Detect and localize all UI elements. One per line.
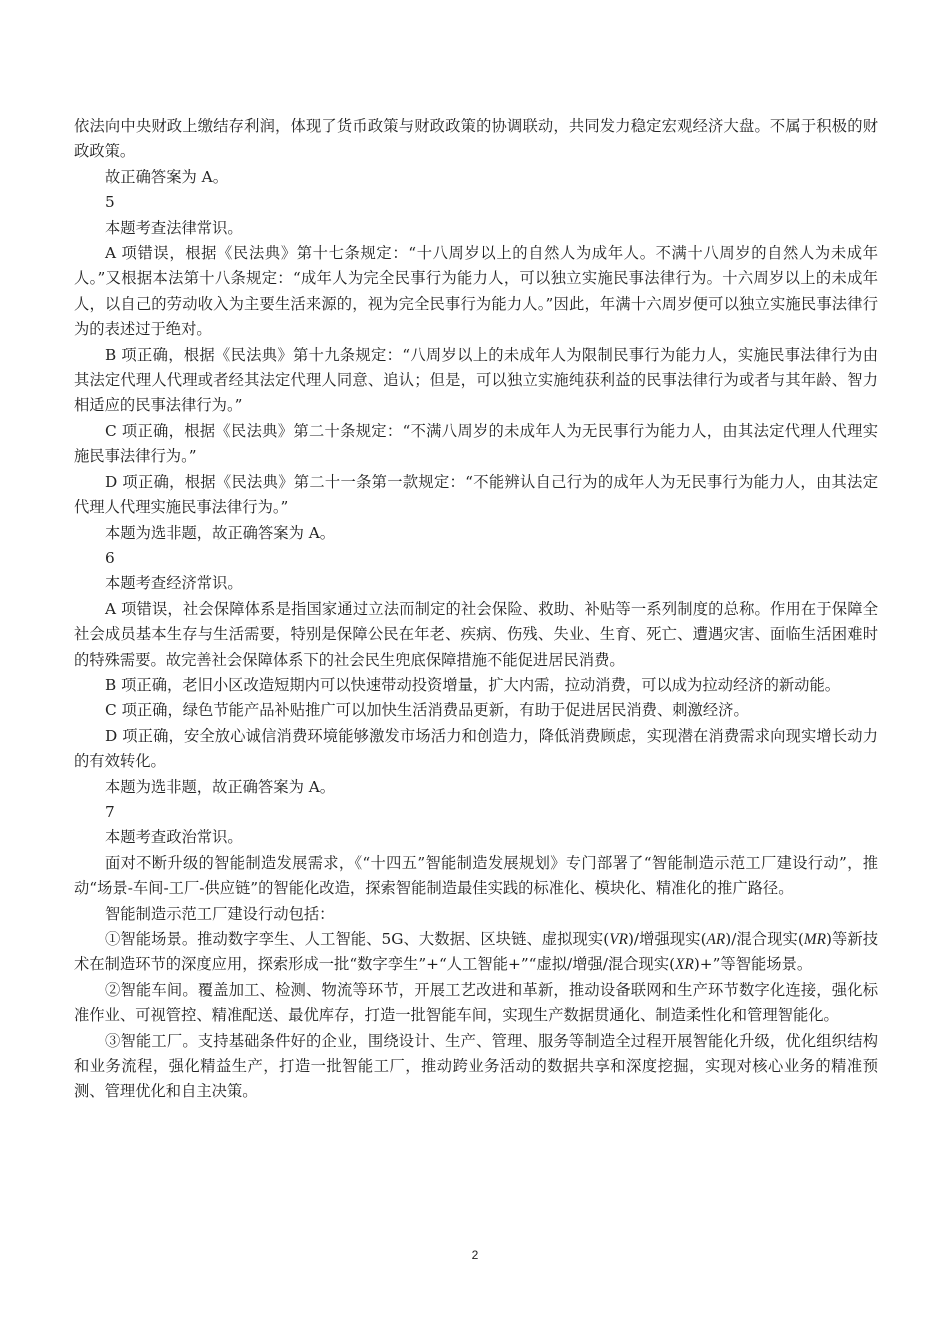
math-term: AR [706, 931, 726, 948]
list-item-smart-factory: ③智能工厂。支持基础条件好的企业，围绕设计、生产、管理、服务等制造全过程开展智能化升级，优化组织结构和业务流程，强化精益生产，打造一批智能工厂，推动跨业务活动的数据共享和深度挖掘，实现对核心业务的精准预测、管理优化和自主决策。 [74, 1031, 878, 1101]
item-text: ①智能场景。推动数字孪生、人工智能、5G、大数据、区块链、虚拟现实( [105, 930, 610, 948]
explanation-paragraph: 面对不断升级的智能制造发展需求，《“十四五”智能制造发展规划》专门部署了“智能制造示范工厂建设行动”，推动“场景-车间-工厂-供应链”的智能化改造，探索智能制造最佳实践的标准化、模块化、精准化的推广路径。 [74, 853, 878, 898]
list-intro: 智能制造示范工厂建设行动包括： [105, 904, 335, 923]
item-text: )等新技术在制造环节的深度应用，探索形成一批“数字孪生”+“人工智能+”“虚拟/增强/混合现实( [74, 930, 879, 974]
option-d-explanation: D 项正确，安全放心诚信消费环境能够激发市场活力和创造力，降低消费顾虑，实现潜在消费需求向现实增长动力的有效转化。 [74, 726, 878, 771]
option-b-explanation: B 项正确，根据《民法典》第十九条规定：“八周岁以上的未成年人为限制民事行为能力人，实施民事法律行为由其法定代理人代理或者经其法定代理人同意、追认；但是，可以独立实施纯获利益的民事法律行为或者与其年龄、智力相适应的民事法律行为。” [74, 345, 878, 415]
option-b-explanation: B 项正确，老旧小区改造短期内可以快速带动投资增量，扩大内需，拉动消费，可以成为拉动经济的新动能。 [105, 675, 841, 694]
item-text: )/混合现实( [725, 930, 804, 948]
topic-line: 本题考查经济常识。 [105, 574, 243, 593]
topic-line: 本题考查政治常识。 [105, 828, 243, 847]
option-a-explanation: A 项错误，社会保障体系是指国家通过立法而制定的社会保险、救助、补贴等一系列制度的总称。作用在于保障全社会成员基本生存与生活需要，特别是保障公民在年老、疾病、伤残、失业、生育、死亡、遭遇灾害、面临生活困难时的特殊需要。故完善社会保障体系下的社会民生兜底保障措施不能促进居民消费。 [74, 599, 878, 669]
question-number: 6 [105, 548, 115, 567]
option-d-explanation: D 项正确，根据《民法典》第二十一条第一款规定：“不能辨认自己行为的成年人为无民事行为能力人，由其法定代理人代理实施民事法律行为。” [74, 472, 878, 517]
list-item-smart-scene [74, 927, 878, 978]
math-term: MR [803, 931, 826, 948]
list-item-smart-workshop: ②智能车间。覆盖加工、检测、物流等环节，开展工艺改进和革新，推动设备联网和生产环节数字化连接，强化标准作业、可视管控、精准配送、最优库存，打造一批智能车间，实现生产数据贯通化、制造柔性化和管理智能化。 [74, 980, 878, 1025]
math-term: XR [675, 956, 694, 974]
answer-line: 本题为选非题，故正确答案为 A。 [105, 777, 336, 796]
document-body [74, 114, 878, 1105]
question-number: 7 [105, 802, 115, 821]
option-a-explanation: A 项错误，根据《民法典》第十七条规定：“十八周岁以上的自然人为成年人。不满十八周岁的自然人为未成年人。”又根据本法第十八条规定：“成年人为完全民事行为能力人，可以独立实施民事法律行为。十六周岁以上的未成年人，以自己的劳动收入为主要生活来源的，视为完全民事行为能力人。”因此，年满十六周岁便可以独立实施民事法律行为的表述过于绝对。 [74, 244, 878, 339]
option-c-explanation: C 项正确，绿色节能产品补贴推广可以加快生活消费品更新，有助于促进居民消费、刺激经济。 [105, 701, 749, 720]
option-c-explanation: C 项正确，根据《民法典》第二十条规定：“不满八周岁的未成年人为无民事行为能力人，由其法定代理人代理实施民事法律行为。” [74, 421, 878, 466]
answer-line: 本题为选非题，故正确答案为 A。 [105, 523, 336, 542]
item-text: )+”等智能场景。 [693, 955, 813, 974]
page-number: 2 [471, 1248, 479, 1262]
math-term: VR [609, 931, 628, 948]
answer-line: 故正确答案为 A。 [105, 167, 228, 186]
question-number: 5 [105, 193, 115, 212]
paragraph: 依法向中央财政上缴结存利润，体现了货币政策与财政政策的协调联动，共同发力稳定宏观经济大盘。不属于积极的财政政策。 [74, 117, 878, 161]
topic-line: 本题考查法律常识。 [105, 218, 243, 237]
item-text: )/增强现实( [627, 930, 707, 948]
